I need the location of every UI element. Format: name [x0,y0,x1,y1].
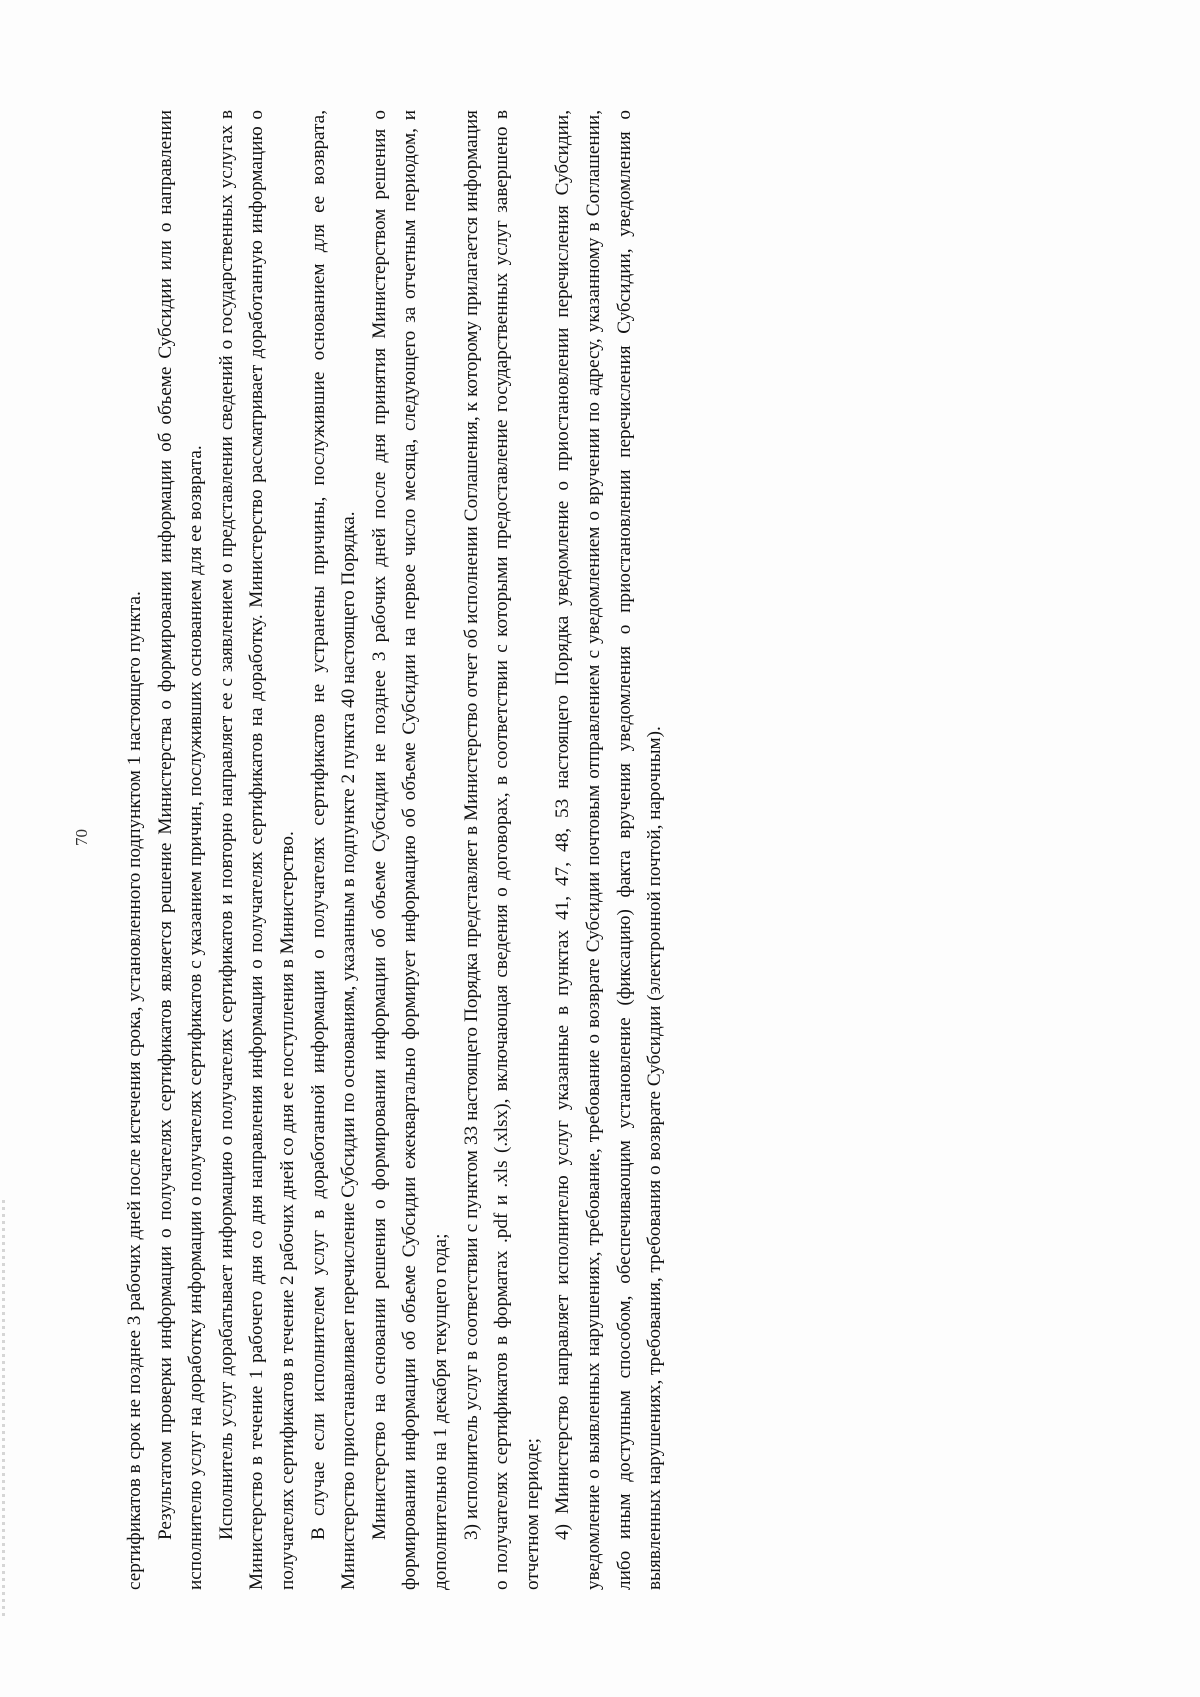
document-body [120,110,880,1590]
paragraph-2: Результатом проверки информации о получателях сертификатов является решение Министерства о формировании информации об объеме Субсидии или о направлении исполнителю услуг на доработку информации о получателях сертификатов с указанием причин, послуживших основанием для ее возврата. [154,110,207,1590]
scan-edge-mark [2,1200,5,1620]
paragraph-3: Исполнитель услуг дорабатывает информацию о получателях сертификатов и повторно направляет ее с заявлением о представлении сведений о государственных услугах в Министерство в течение 1 рабочего дня со дня направления информации о получателях сертификатов на доработку. Министерство рассматривает доработанную информацию о получателях сертификатов в течение 2 рабочих дней со дня ее поступления в Министерство. [215,110,298,1590]
paragraph-1: сертификатов в срок не позднее 3 рабочих дней после истечения срока, установленного подпунктом 1 настоящего пункта. [124,591,145,1590]
paragraph-6: 3) исполнитель услуг в соответствии с пунктом 33 настоящего Порядка представляет в Министерство отчет об исполнении Соглашения, к которому прилагается информация о получателях сертификатов в форматах .pdf и .xls (.xlsx), включающая сведения о договорах, в соответствии с которыми предоставление государственных услуг завершено в отчетном периоде; [460,110,543,1590]
paragraph-7: 4) Министерство направляет исполнителю услуг указанные в пунктах 41, 47, 48, 53 настоящего Порядка уведомление о приостановлении перечисления Субсидии, уведомление о выявленных нарушениях, требование, требование о возврате Субсидии почтовым отправлением с уведомлением о вручении по адресу, указанному в Соглашении, либо иным доступным способом, обеспечивающим установление (фиксацию) факта вручения уведомления о приостановлении перечисления Субсидии, уведомления о выявленных нарушениях, требования, требования о возврате Субсидии (электронной почтой, нарочным). [552,110,666,1590]
paragraph-4: В случае если исполнителем услуг в доработанной информации о получателях сертификатов не устранены причины, послужившие основанием для ее возврата, Министерство приостанавливает перечисление Субсидии по основаниям, указанным в подпункте 2 пункта 40 настоящего Порядка. [307,110,360,1590]
paragraph-5: Министерство на основании решения о формировании информации об объеме Субсидии не позднее 3 рабочих дней после дня принятия Министерством решения о формировании информации об объеме Субсидии ежеквартально формирует информацию об объеме Субсидии на первое число месяца, следующего за отчетным периодом, и дополнительно на 1 декабря текущего года; [368,110,451,1590]
page-number: 70 [72,829,91,846]
